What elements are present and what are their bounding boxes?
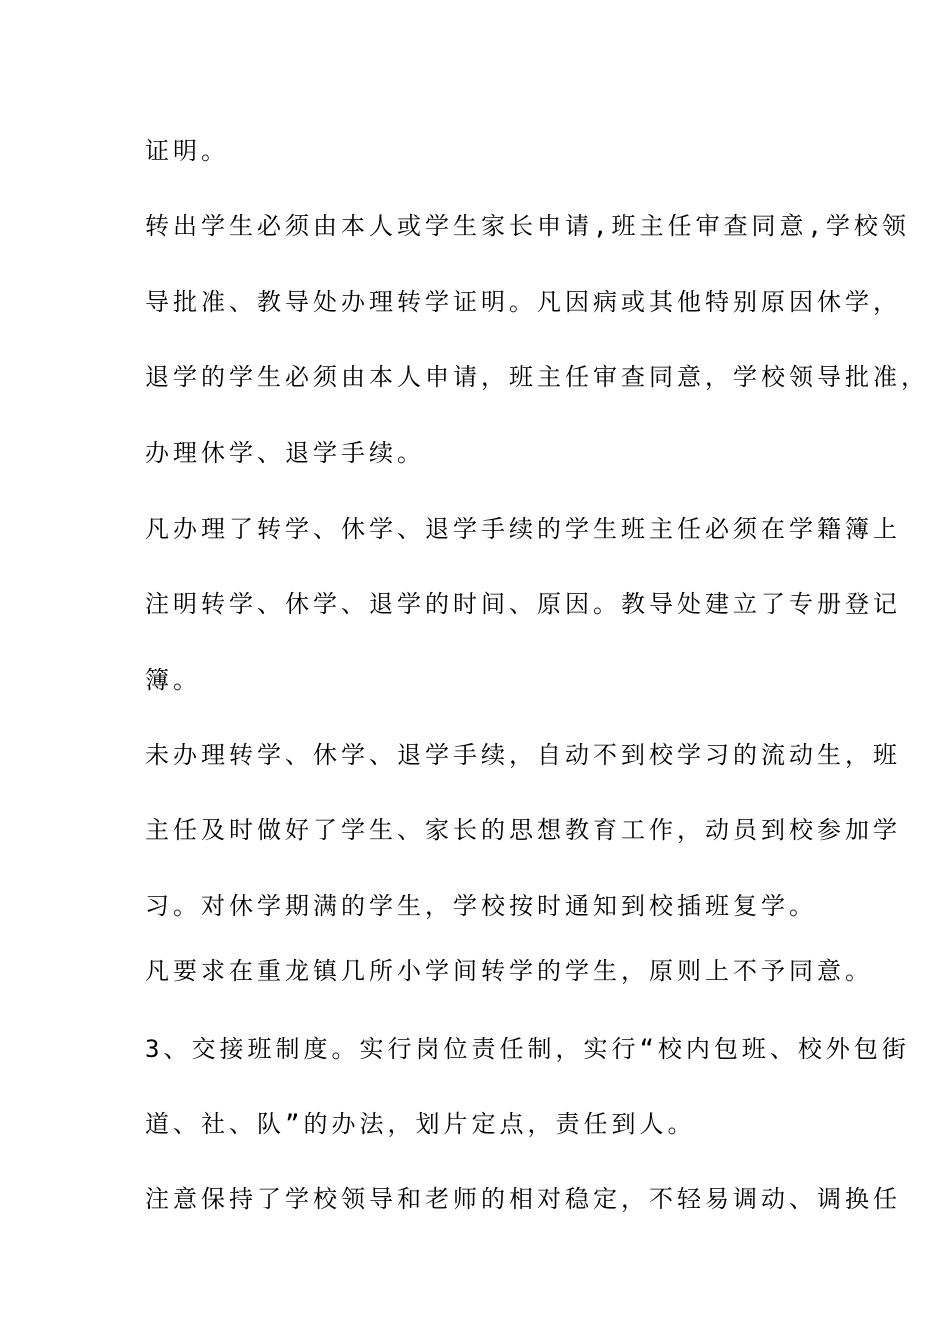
text-line: 道、社、队”的办法，划片定点，责任到人。 xyxy=(145,1110,696,1138)
text-line: 簿。 xyxy=(145,666,201,694)
text-line: 证明。 xyxy=(145,137,229,165)
text-line: 凡要求在重龙镇几所小学间转学的学生，原则上不予同意。 xyxy=(145,957,873,985)
text-line: 转出学生必须由本人或学生家长申请,班主任审查同意,学校领 xyxy=(145,212,910,240)
text-line: 导批准、教导处办理转学证明。凡因病或其他特别原因休学， xyxy=(145,288,901,316)
text-line: 退学的学生必须由本人申请，班主任审查同意，学校领导批准， xyxy=(145,363,929,391)
text-line: 主任及时做好了学生、家长的思想教育工作，动员到校参加学 xyxy=(145,816,901,844)
text-line: 注意保持了学校领导和老师的相对稳定，不轻易调动、调换任 xyxy=(145,1185,901,1213)
text-line: 办理休学、退学手续。 xyxy=(145,439,425,467)
text-line: 注明转学、休学、退学的时间、原因。教导处建立了专册登记 xyxy=(145,590,901,618)
text-line: 凡办理了转学、休学、退学手续的学生班主任必须在学籍簿上 xyxy=(145,515,901,543)
text-line: 未办理转学、休学、退学手续，自动不到校学习的流动生，班 xyxy=(145,741,901,769)
text-line: 习。对休学期满的学生，学校按时通知到校插班复学。 xyxy=(145,892,817,920)
text-line: 3、交接班制度。实行岗位责任制，实行“校内包班、校外包街 xyxy=(145,1035,910,1063)
